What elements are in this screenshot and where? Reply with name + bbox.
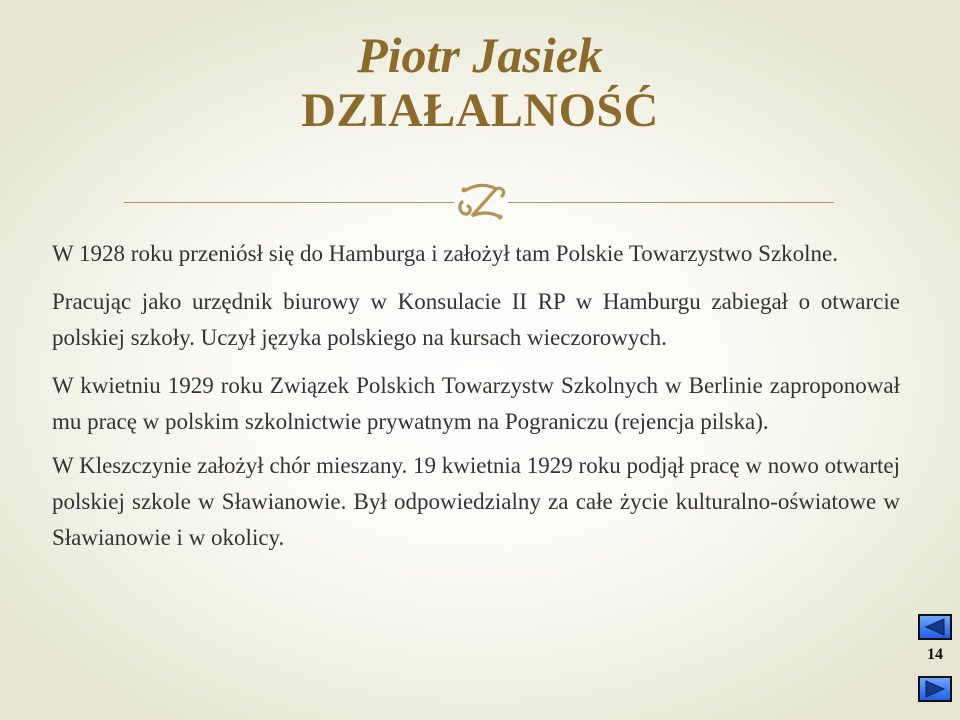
title-name: Piotr Jasiek (357, 27, 603, 83)
paragraph-4: W Kleszczynie założył chór mieszany. 19 kwietnia 1929 roku podjął pracę w nowo otwartej polskiej szkole w Sławianowie. Był odpowiedzialny za całe życie kulturalno-oświatowe w Sławianowie i w okolicy. (52, 453, 900, 550)
title-subtitle: DZIAŁALNOŚĆ (301, 84, 659, 137)
slide-title (0, 28, 960, 138)
divider-line-right (508, 202, 834, 203)
triangle-left-icon (920, 616, 950, 638)
triangle-right-icon (920, 678, 950, 700)
divider-line-left (124, 202, 454, 203)
slide-body (52, 236, 900, 556)
paragraph-3: W kwietniu 1929 roku Związek Polskich Towarzystw Szkolnych w Berlinie zaproponował mu pracę w polskim szkolnictwie prywatnym na Pograniczu (rejencja pilska). (52, 373, 900, 434)
next-slide-button[interactable] (918, 676, 952, 702)
flourish-ornament-icon (452, 172, 512, 232)
paragraph-2: Pracując jako urzędnik biurowy w Konsulacie II RP w Hamburgu zabiegał o otwarcie polskiej szkoły. Uczył języka polskiego na kursach wieczorowych. (52, 289, 900, 350)
page-number: 14 (927, 646, 943, 663)
paragraph-1: W 1928 roku przeniósł się do Hamburga i założył tam Polskie Towarzystwo Szkolne. (52, 241, 838, 266)
previous-slide-button[interactable] (918, 614, 952, 640)
